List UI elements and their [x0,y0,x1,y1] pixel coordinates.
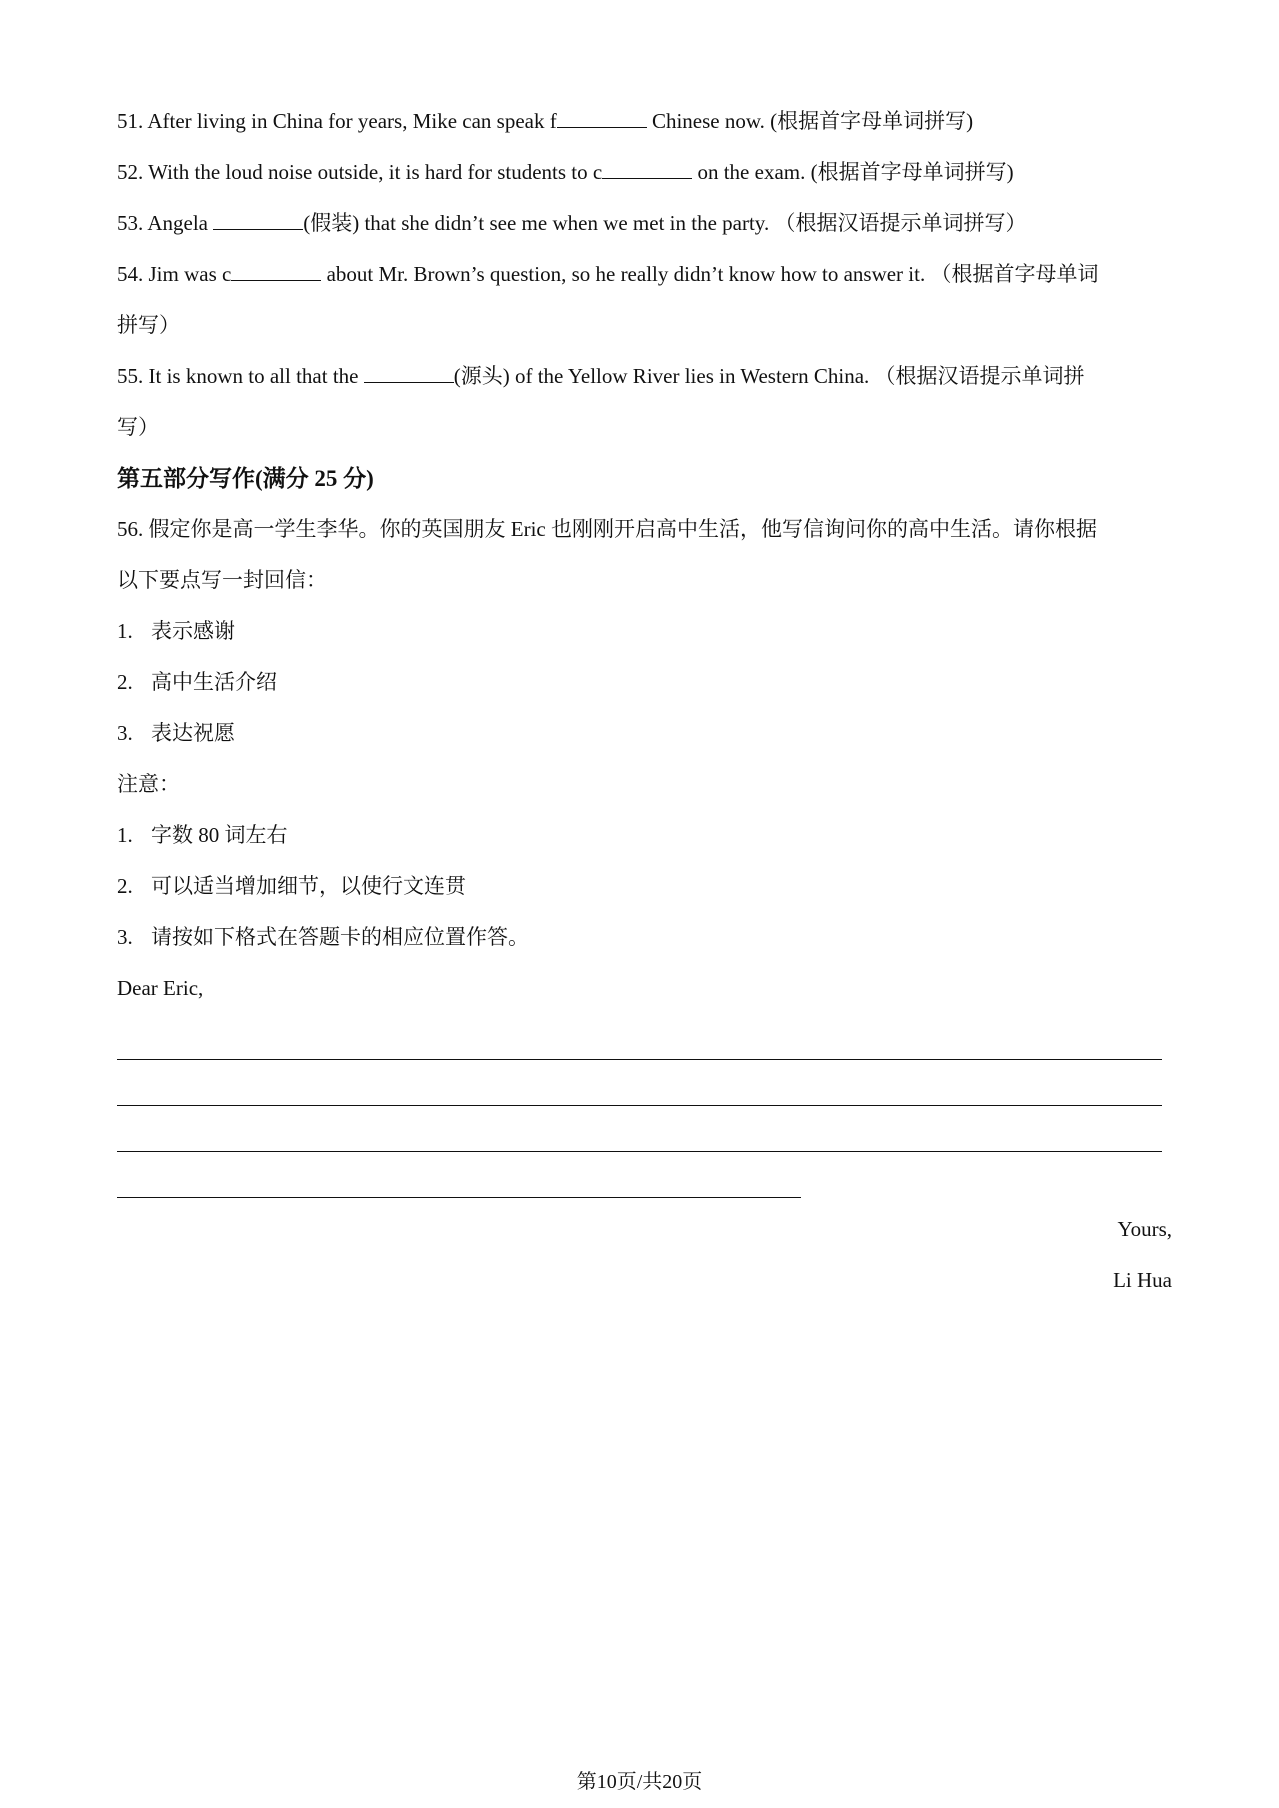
question-55: 55. It is known to all that the (源头) of the Yellow River lies in Western China. （根据汉语提示单词拼 [117,364,1085,388]
question-51: 51. After living in China for years, Mike can speak f Chinese now. (根据首字母单词拼写) [117,109,974,133]
section-title: 第五部分写作(满分 25 分) [117,466,374,491]
question-53: 53. Angela (假装) that she didn’t see me when we met in the party. （根据汉语提示单词拼写） [117,211,1027,235]
writing-line-4[interactable] [117,1152,801,1198]
point-item: 1. 表示感谢 [117,619,235,643]
note-item: 3. 请按如下格式在答题卡的相应位置作答。 [117,925,529,949]
point-item: 3. 表达祝愿 [117,721,235,745]
writing-prompt-line-2: 以下要点写一封回信： [117,568,327,592]
answer-blank-54[interactable] [231,262,321,281]
question-55-continued: 写） [117,415,159,439]
writing-line-3[interactable] [117,1106,1162,1152]
page-footer: 第10页/共20页 [576,1771,703,1793]
question-52: 52. With the loud noise outside, it is hard for students to c on the exam. (根据首字母单词拼写) [117,160,1014,184]
letter-closing: Yours, [1117,1217,1172,1241]
note-item: 1. 字数 80 词左右 [117,823,288,847]
answer-blank-51[interactable] [557,109,647,128]
letter-greeting: Dear Eric, [117,976,204,1000]
writing-line-2[interactable] [117,1060,1162,1106]
writing-prompt-line-1: 56. 假定你是高一学生李华。你的英国朋友 Eric 也刚刚开启高中生活，他写信询问你的高中生活。请你根据 [117,517,1097,541]
question-54-continued: 拼写） [117,313,180,337]
page-content [117,96,1172,1306]
answer-blank-55[interactable] [364,364,454,383]
answer-blank-53[interactable] [213,211,303,230]
question-54: 54. Jim was c about Mr. Brown’s question, so he really didn’t know how to answer it. （根据首字母单词 [117,262,1099,286]
answer-blank-52[interactable] [602,160,692,179]
letter-signature: Li Hua [1113,1268,1172,1292]
writing-line-1[interactable] [117,1014,1162,1060]
note-item: 2. 可以适当增加细节，以使行文连贯 [117,874,466,898]
point-item: 2. 高中生活介绍 [117,670,277,694]
notes-label: 注意： [117,772,180,796]
